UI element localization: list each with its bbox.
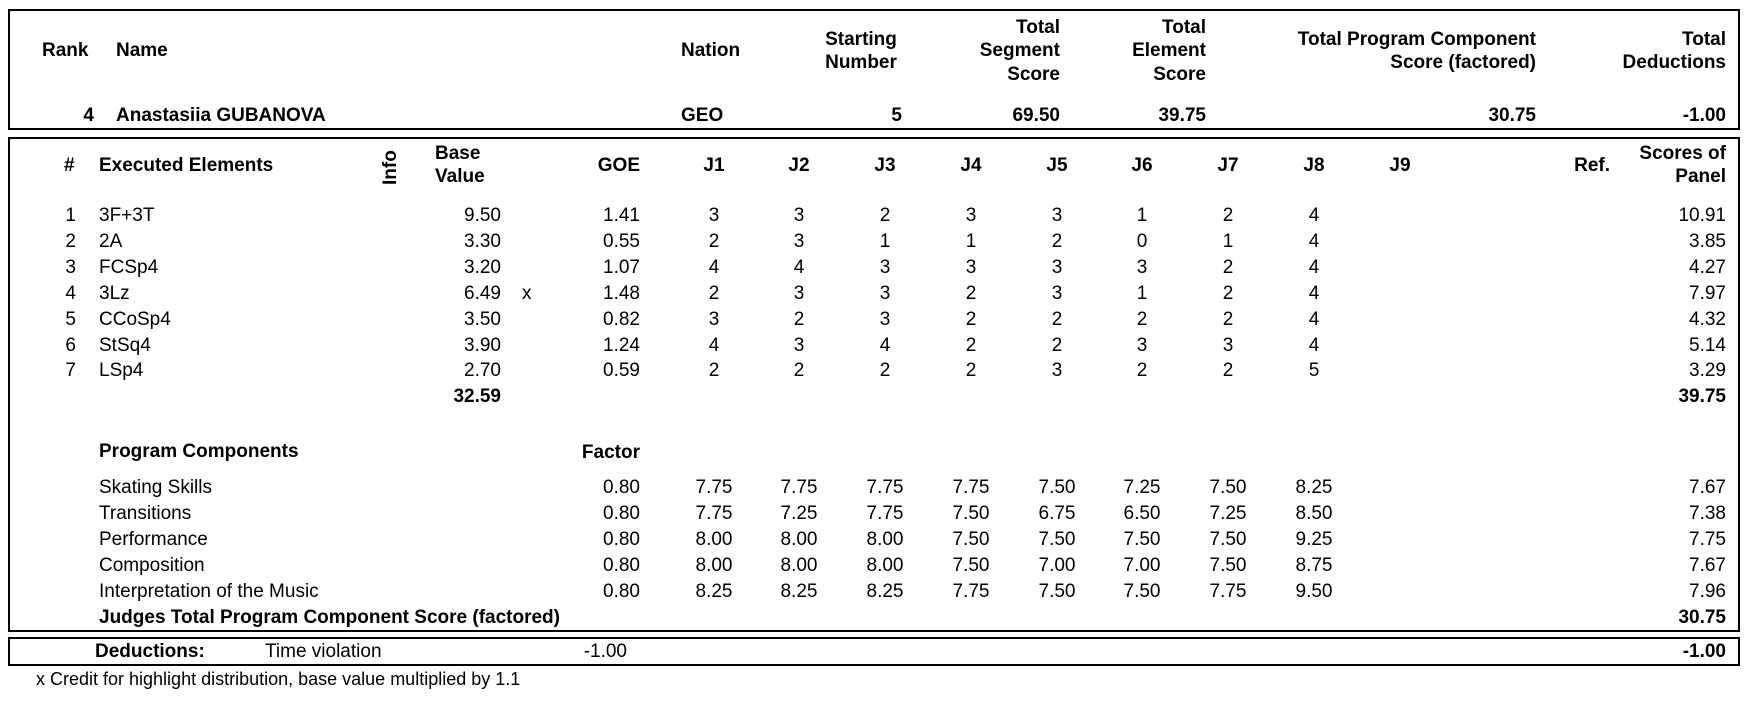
total-deductions-label-2: Deductions bbox=[1622, 52, 1726, 73]
pcs-row-3-name: Performance bbox=[99, 528, 208, 550]
element-row-3-score: 4.27 bbox=[1689, 256, 1726, 278]
pcs-row-3-j8: 9.25 bbox=[1295, 528, 1333, 550]
pcs-row-2-factor: 0.80 bbox=[603, 502, 640, 524]
element-row-1-num: 1 bbox=[65, 205, 76, 226]
elements-score-total: 39.75 bbox=[1678, 386, 1726, 407]
pcs-row-4-j3: 8.00 bbox=[866, 554, 904, 576]
element-row-7-j3: 2 bbox=[879, 360, 891, 382]
element-row-6-goe: 1.24 bbox=[603, 334, 640, 356]
skater-starting-number: 5 bbox=[891, 105, 902, 126]
total-element-label-2: Element bbox=[1132, 40, 1206, 61]
element-row-5-score: 4.32 bbox=[1689, 308, 1726, 330]
pcs-row-4-j8: 8.75 bbox=[1295, 554, 1333, 576]
element-row-6-j5: 2 bbox=[1051, 334, 1063, 356]
element-row-6-j8: 4 bbox=[1308, 334, 1320, 356]
element-row-6-name: StSq4 bbox=[99, 334, 151, 356]
pcs-row-2-j8: 8.50 bbox=[1295, 502, 1333, 524]
pcs-row-5-j1: 8.25 bbox=[695, 580, 733, 602]
element-row-2-num: 2 bbox=[65, 230, 76, 252]
pcs-row-2-name: Transitions bbox=[99, 502, 192, 524]
pcs-row-2-j5: 6.75 bbox=[1038, 502, 1076, 524]
element-row-6-j3: 4 bbox=[879, 334, 891, 356]
judges-total-pcs-label: Judges Total Program Component Score (factored) bbox=[99, 607, 560, 628]
element-row-2-j5: 2 bbox=[1051, 230, 1063, 252]
pcs-row-4-j7: 7.50 bbox=[1209, 554, 1247, 576]
pcs-row-5-j3: 8.25 bbox=[866, 580, 904, 602]
col-scores-of-panel-header-1: Scores of bbox=[1639, 143, 1726, 164]
pcs-row-4-j4: 7.50 bbox=[952, 554, 990, 576]
element-row-2-goe: 0.55 bbox=[603, 230, 640, 252]
pcs-row-5-factor: 0.80 bbox=[603, 580, 640, 602]
pcs-row-3-factor: 0.80 bbox=[603, 528, 640, 550]
element-row-6-num: 6 bbox=[65, 334, 76, 356]
starting-number-label-1: Starting bbox=[825, 29, 897, 50]
pcs-row-1-score: 7.67 bbox=[1689, 477, 1726, 498]
element-row-3-name: FCSp4 bbox=[99, 256, 159, 278]
element-row-2-j8: 4 bbox=[1308, 230, 1320, 252]
element-row-4-num: 4 bbox=[65, 282, 76, 304]
element-row-3-j5: 3 bbox=[1051, 256, 1063, 278]
pcs-row-5-j7: 7.75 bbox=[1209, 580, 1247, 602]
pcs-row-2-score: 7.38 bbox=[1689, 502, 1726, 524]
pcs-row-1-j2: 7.75 bbox=[780, 477, 818, 498]
element-row-3-base: 3.20 bbox=[464, 256, 501, 278]
element-row-4-j2: 3 bbox=[793, 282, 805, 304]
col-ref-header: Ref. bbox=[1574, 155, 1610, 176]
pcs-row-1-j5: 7.50 bbox=[1038, 477, 1076, 498]
pcs-row-3-j3: 8.00 bbox=[866, 528, 904, 550]
total-segment-label-3: Score bbox=[1007, 64, 1060, 85]
pcs-row-2-j6: 6.50 bbox=[1123, 502, 1161, 524]
base-value-total: 32.59 bbox=[453, 386, 501, 407]
deductions-label: Deductions: bbox=[95, 641, 205, 662]
pcs-row-5-name: Interpretation of the Music bbox=[99, 580, 319, 602]
pcs-row-4-j1: 8.00 bbox=[695, 554, 733, 576]
pcs-row-1-name: Skating Skills bbox=[99, 477, 212, 498]
element-row-5-num: 5 bbox=[65, 308, 76, 330]
element-row-1-base: 9.50 bbox=[464, 205, 501, 226]
starting-number-label-2: Number bbox=[825, 52, 897, 73]
element-row-5-name: CCoSp4 bbox=[99, 308, 171, 330]
program-components-title: Program Components bbox=[99, 441, 299, 462]
element-row-4-j4: 2 bbox=[965, 282, 977, 304]
element-row-7-j2: 2 bbox=[793, 360, 805, 382]
col-info-header: Info bbox=[380, 150, 401, 185]
element-row-7-goe: 0.59 bbox=[603, 360, 640, 382]
element-row-7-base: 2.70 bbox=[464, 360, 501, 382]
element-row-4-name: 3Lz bbox=[99, 282, 130, 304]
pcs-row-5-j4: 7.75 bbox=[952, 580, 990, 602]
element-row-1-j3: 2 bbox=[879, 205, 891, 226]
pcs-row-3-j5: 7.50 bbox=[1038, 528, 1076, 550]
element-row-5-j2: 2 bbox=[793, 308, 805, 330]
element-row-5-j8: 4 bbox=[1308, 308, 1320, 330]
element-row-4-j7: 2 bbox=[1222, 282, 1234, 304]
pcs-row-1-j6: 7.25 bbox=[1123, 477, 1161, 498]
pcs-row-4-j2: 8.00 bbox=[780, 554, 818, 576]
element-row-7-num: 7 bbox=[65, 360, 76, 382]
element-row-5-j7: 2 bbox=[1222, 308, 1234, 330]
skater-name: Anastasiia GUBANOVA bbox=[116, 105, 326, 126]
pcs-row-5-j5: 7.50 bbox=[1038, 580, 1076, 602]
judge-header-8: J8 bbox=[1303, 155, 1325, 176]
element-row-1-j8: 4 bbox=[1308, 205, 1320, 226]
pcs-row-4-j6: 7.00 bbox=[1123, 554, 1161, 576]
pcs-row-1-j4: 7.75 bbox=[952, 477, 990, 498]
deduction-item: Time violation bbox=[265, 641, 382, 662]
total-pcs-label-1: Total Program Component bbox=[1297, 29, 1536, 50]
element-row-3-num: 3 bbox=[65, 256, 76, 278]
col-executed-elements-header: Executed Elements bbox=[99, 155, 274, 176]
judge-header-3: J3 bbox=[874, 155, 896, 176]
skater-total-segment-score: 69.50 bbox=[1012, 105, 1060, 126]
skater-total-element-score: 39.75 bbox=[1158, 105, 1206, 126]
element-row-1-goe: 1.41 bbox=[603, 205, 640, 226]
pcs-row-4-factor: 0.80 bbox=[603, 554, 640, 576]
judge-header-2: J2 bbox=[788, 155, 810, 176]
factor-label: Factor bbox=[581, 442, 640, 463]
element-row-6-j2: 3 bbox=[793, 334, 805, 356]
pcs-row-1-factor: 0.80 bbox=[603, 477, 640, 498]
skater-nation: GEO bbox=[681, 105, 724, 126]
pcs-row-3-j2: 8.00 bbox=[780, 528, 818, 550]
element-row-5-j6: 2 bbox=[1136, 308, 1148, 330]
element-row-4-j6: 1 bbox=[1136, 282, 1148, 304]
element-row-1-j2: 3 bbox=[793, 205, 805, 226]
element-row-2-j2: 3 bbox=[793, 230, 805, 252]
total-deductions-label-1: Total bbox=[1682, 29, 1726, 50]
element-row-6-j1: 4 bbox=[708, 334, 720, 356]
element-row-1-score: 10.91 bbox=[1678, 205, 1726, 226]
element-row-5-j4: 2 bbox=[965, 308, 977, 330]
element-row-2-score: 3.85 bbox=[1689, 230, 1726, 252]
element-row-1-j4: 3 bbox=[965, 205, 977, 226]
rank-label: Rank bbox=[42, 40, 89, 61]
nation-label: Nation bbox=[681, 40, 741, 61]
skater-total-pcs: 30.75 bbox=[1488, 105, 1536, 126]
pcs-row-2-j7: 7.25 bbox=[1209, 502, 1247, 524]
element-row-6-base: 3.90 bbox=[464, 334, 501, 356]
element-row-1-j1: 3 bbox=[708, 205, 720, 226]
col-base-value-header-2: Value bbox=[435, 166, 485, 187]
pcs-row-1-j3: 7.75 bbox=[866, 477, 904, 498]
skater-total-deductions: -1.00 bbox=[1682, 105, 1726, 126]
element-row-7-j6: 2 bbox=[1136, 360, 1148, 382]
col-base-value-header-1: Base bbox=[435, 143, 481, 164]
total-pcs-label-2: Score (factored) bbox=[1390, 52, 1536, 73]
total-element-label-1: Total bbox=[1162, 17, 1206, 38]
pcs-row-3-j7: 7.50 bbox=[1209, 528, 1247, 550]
pcs-row-2-j1: 7.75 bbox=[695, 502, 733, 524]
pcs-row-5-j6: 7.50 bbox=[1123, 580, 1161, 602]
judge-header-5: J5 bbox=[1046, 155, 1068, 176]
element-row-4-j5: 3 bbox=[1051, 282, 1063, 304]
deduction-value: -1.00 bbox=[583, 641, 627, 662]
total-segment-label-2: Segment bbox=[979, 40, 1060, 61]
judge-header-1: J1 bbox=[703, 155, 725, 176]
name-label: Name bbox=[116, 40, 168, 61]
element-row-1-j7: 2 bbox=[1222, 205, 1234, 226]
pcs-row-3-j1: 8.00 bbox=[695, 528, 733, 550]
element-row-7-j7: 2 bbox=[1222, 360, 1234, 382]
pcs-row-4-score: 7.67 bbox=[1689, 554, 1726, 576]
element-row-5-base: 3.50 bbox=[464, 308, 501, 330]
element-row-6-j6: 3 bbox=[1136, 334, 1148, 356]
element-row-1-j6: 1 bbox=[1136, 205, 1148, 226]
element-row-2-base: 3.30 bbox=[464, 230, 501, 252]
element-row-3-j7: 2 bbox=[1222, 256, 1234, 278]
col-scores-of-panel-header-2: Panel bbox=[1675, 166, 1726, 187]
element-row-2-j1: 2 bbox=[708, 230, 720, 252]
element-row-2-j4: 1 bbox=[965, 230, 977, 252]
element-row-3-j1: 4 bbox=[708, 256, 720, 278]
element-row-4-info: x bbox=[522, 282, 532, 304]
judge-header-4: J4 bbox=[960, 155, 982, 176]
total-segment-label-1: Total bbox=[1016, 17, 1060, 38]
pcs-row-1-j7: 7.50 bbox=[1209, 477, 1247, 498]
element-row-3-j6: 3 bbox=[1136, 256, 1148, 278]
element-row-4-j3: 3 bbox=[879, 282, 891, 304]
pcs-row-1-j8: 8.25 bbox=[1295, 477, 1333, 498]
total-element-label-3: Score bbox=[1153, 64, 1206, 85]
element-row-7-j1: 2 bbox=[708, 360, 720, 382]
element-row-6-j4: 2 bbox=[965, 334, 977, 356]
pcs-row-5-score: 7.96 bbox=[1689, 580, 1726, 602]
pcs-row-3-j4: 7.50 bbox=[952, 528, 990, 550]
pcs-row-1-j1: 7.75 bbox=[695, 477, 733, 498]
element-row-3-j3: 3 bbox=[879, 256, 891, 278]
element-row-1-name: 3F+3T bbox=[99, 205, 155, 226]
element-row-7-name: LSp4 bbox=[99, 360, 144, 382]
element-row-7-j8: 5 bbox=[1308, 360, 1320, 382]
element-row-4-score: 7.97 bbox=[1689, 282, 1726, 304]
element-row-7-j5: 3 bbox=[1051, 360, 1063, 382]
pcs-row-3-score: 7.75 bbox=[1689, 528, 1726, 550]
element-row-5-j5: 2 bbox=[1051, 308, 1063, 330]
element-row-5-j1: 3 bbox=[708, 308, 720, 330]
pcs-row-2-j3: 7.75 bbox=[866, 502, 904, 524]
element-row-5-j3: 3 bbox=[879, 308, 891, 330]
pcs-row-3-j6: 7.50 bbox=[1123, 528, 1161, 550]
element-row-7-score: 3.29 bbox=[1689, 360, 1726, 382]
pcs-row-5-j8: 9.50 bbox=[1295, 580, 1333, 602]
element-row-3-j4: 3 bbox=[965, 256, 977, 278]
judges-total-pcs-value: 30.75 bbox=[1678, 607, 1726, 628]
footnote: x Credit for highlight distribution, base value multiplied by 1.1 bbox=[36, 669, 521, 689]
element-row-7-j4: 2 bbox=[965, 360, 977, 382]
element-row-4-goe: 1.48 bbox=[603, 282, 640, 304]
element-row-6-score: 5.14 bbox=[1689, 334, 1726, 356]
pcs-row-4-name: Composition bbox=[99, 554, 205, 576]
pcs-row-4-j5: 7.00 bbox=[1038, 554, 1076, 576]
judge-header-7: J7 bbox=[1217, 155, 1239, 176]
col-num-header: # bbox=[64, 155, 75, 176]
element-row-4-j1: 2 bbox=[708, 282, 720, 304]
element-row-5-goe: 0.82 bbox=[603, 308, 640, 330]
element-row-1-j5: 3 bbox=[1051, 205, 1063, 226]
deductions-total: -1.00 bbox=[1682, 641, 1726, 662]
element-row-2-j3: 1 bbox=[879, 230, 891, 252]
skater-rank: 4 bbox=[83, 105, 94, 126]
element-row-6-j7: 3 bbox=[1222, 334, 1234, 356]
element-row-3-j8: 4 bbox=[1308, 256, 1320, 278]
element-row-3-j2: 4 bbox=[793, 256, 805, 278]
judge-header-9: J9 bbox=[1389, 155, 1411, 176]
element-row-2-j7: 1 bbox=[1222, 230, 1234, 252]
judge-header-6: J6 bbox=[1131, 155, 1153, 176]
pcs-row-2-j4: 7.50 bbox=[952, 502, 990, 524]
element-row-2-name: 2A bbox=[99, 230, 123, 252]
element-row-4-j8: 4 bbox=[1308, 282, 1320, 304]
element-row-3-goe: 1.07 bbox=[603, 256, 640, 278]
element-row-2-j6: 0 bbox=[1136, 230, 1148, 252]
col-goe-header: GOE bbox=[597, 155, 640, 176]
element-row-4-base: 6.49 bbox=[464, 282, 501, 304]
pcs-row-5-j2: 8.25 bbox=[780, 580, 818, 602]
pcs-row-2-j2: 7.25 bbox=[780, 502, 818, 524]
